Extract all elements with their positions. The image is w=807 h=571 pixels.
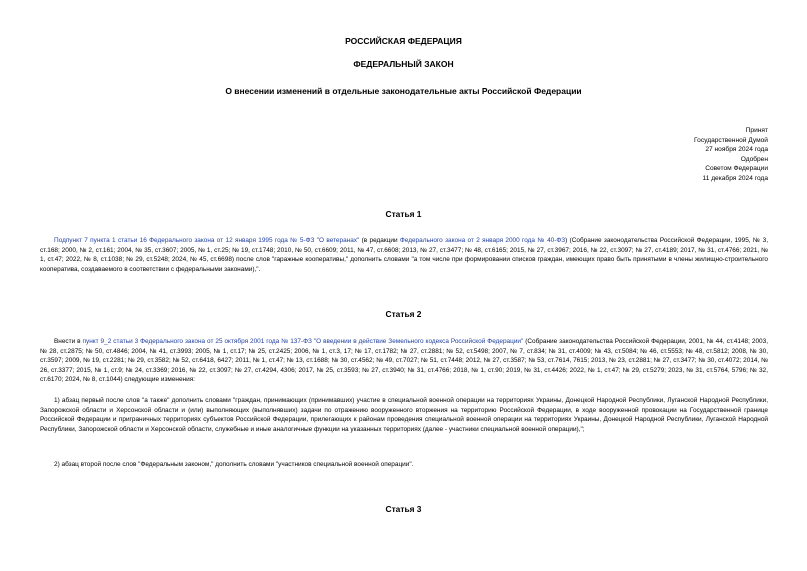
veterans-law-link[interactable]: Подпункт 7 пункта 1 статьи 16 Федерального закона от 12 января 1995 года № 5-ФЗ "О ветеранах"	[54, 237, 360, 244]
article-1-text-2: ) (Собрание законодательства Российской Федерации, 1995, № 3, ст.168; 2000, № 2, ст.161; 2004, № 35, ст.3607; 2005, № 1, ст.25; № 19, ст.1748; 2010, № 50, ст.6609; 2011, № 47, ст.6608; 2013, № 27, ст.3477; № 48, ст.6165; 2015, № 27, ст.3967; 2016, № 22, ст.3097; № 27, ст.4189; 2017, № 31, ст.4766; 2021, № 1, ст.47; 2022, № 8, ст.1038; № 29, ст.5248; 2024, № 45, ст.6698) после слов "гаражные кооперативы," дополнить словами "а том числе при формировании списков граждан, имеющих право быть принятыми в члены жилищно-строительного кооператива, создаваемого в соответствии с федеральными законами),".	[40, 237, 768, 273]
article-2-item-2: 2) абзац второй после слов "Федеральным законом," дополнить словами "участников специальной военной операции".	[54, 461, 414, 468]
adoption-line-approved: Одобрен	[740, 155, 768, 163]
article-1-text-1: (в редакции	[359, 237, 400, 244]
adoption-line-council: Советом Федерации	[705, 165, 768, 173]
article-3-heading: Статья 3	[385, 504, 422, 514]
article-2-item-1: 1) абзац первый после слов "а также" дополнить словами "граждан, принимающих (принимавших) участие в специальной военной операции на территориях Украины, Донецкой Народной Республики, Луганской Народной Республики, Запорожской области и Херсонской области и (или) выполняющих (выполнявших) задачи по отражению вооруженного вторжения на территорию Российской Федерации, в ходе вооруженной провокации на Государственной границе Российской Федерации и приграничных территориях субъектов Российской Федерации, прилегающих к районам проведения специальной военной операции на территориях Украины, Донецкой Народной Республики, Луганской Народной Республики, Запорожской области и Херсонской области, служебные и иные аналогичные функции на указанных территориях (далее - участники специальной военной операции),";	[40, 397, 768, 433]
article-2-heading: Статья 2	[385, 309, 422, 319]
article-2-paragraph	[40, 337, 768, 385]
article-2-text-1: Внести в	[54, 338, 83, 345]
adoption-line-council-date: 11 декабря 2024 года	[702, 174, 768, 182]
adoption-line-duma-date: 27 ноября 2024 года	[705, 146, 768, 154]
adoption-block	[694, 126, 768, 184]
land-code-law-link[interactable]: пункт 9_2 статьи 3 Федерального закона от 25 октября 2001 года № 137-ФЗ "О введении в действие Земельного кодекса Российской Федерации"	[82, 338, 524, 345]
article-1-paragraph	[40, 236, 768, 274]
law-type-title: ФЕДЕРАЛЬНЫЙ ЗАКОН	[353, 59, 454, 69]
adoption-line-duma: Государственной Думой	[694, 136, 768, 144]
article-1-heading: Статья 1	[385, 209, 422, 219]
law-title: О внесении изменений в отдельные законодательные акты Российской Федерации	[225, 86, 582, 96]
article-2-text-2: (Собрание законодательства Российской Федерации, 2001, № 44, ст.4148; 2003, № 28, ст.2875; № 50, ст.4846; 2004, № 41, ст.3993; 2005, № 1, ст.17; № 25, ст.2425; 2006, № 1, ст.3, 17; № 17, ст.1782; № 27, ст.2881; № 52, ст.5498; 2007, № 7, ст.834; № 31, ст.4009; № 43, ст.5084; № 46, ст.5553; № 48, ст.5812; 2008, № 30, ст.3597; 2009, № 19, ст.2281; № 29, ст.3582; № 52, ст.6418, 6427; 2011, № 1, ст.47; № 13, ст.1688; № 30, ст.4562; № 49, ст.7027; № 51, ст.7448; 2012, № 27, ст.3587; № 53, ст.7614, 7615; 2013, № 23, ст.2881; № 27, ст.3477; № 30, ст.4072; 2014, № 26, ст.3377; 2015, № 1, ст.9; № 24, ст.3369; 2016, № 22, ст.3097; № 27, ст.4294, 4306; 2017, № 25, ст.3593; № 27, ст.3940; № 31, ст.4766; 2018, № 1, ст.90; 2019, № 31, ст.4426; 2022, № 1, ст.47; № 29, ст.5279; 2023, № 31, ст.5764, 5796; № 32, ст.6170; 2024, № 8, ст.1044) следующие изменения:	[40, 338, 768, 384]
country-title: РОССИЙСКАЯ ФЕДЕРАЦИЯ	[345, 36, 462, 46]
adoption-line-adopted: Принят	[745, 127, 768, 134]
law-40fz-link[interactable]: Федерального закона от 2 января 2000 года № 40-ФЗ	[399, 237, 566, 244]
